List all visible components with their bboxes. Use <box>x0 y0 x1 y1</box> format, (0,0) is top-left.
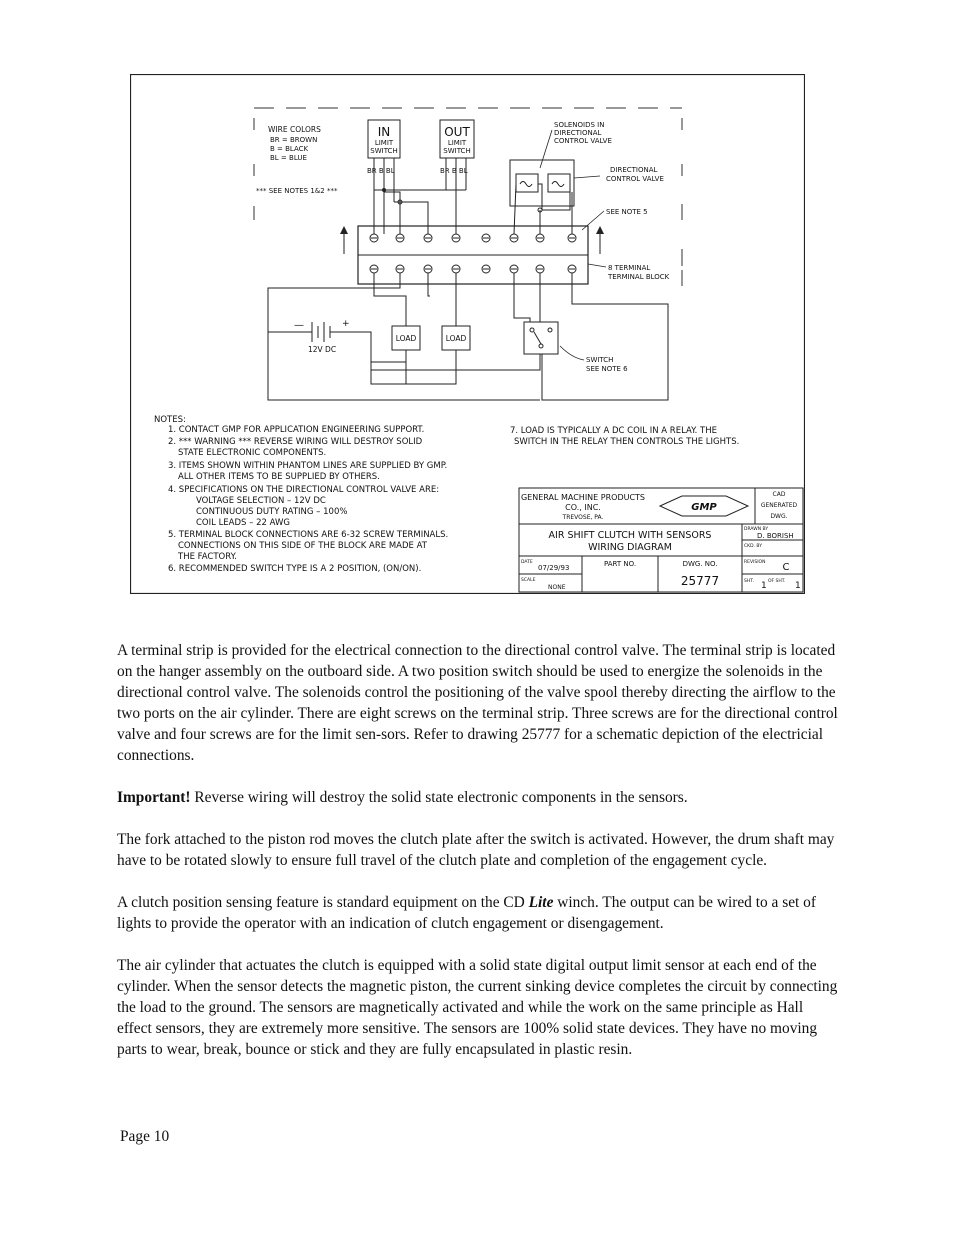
note-line: 2. *** WARNING *** REVERSE WIRING WILL DESTROY SOLID <box>168 437 423 447</box>
notes-heading: NOTES: <box>154 415 186 425</box>
arrow-up-icon <box>340 226 348 234</box>
scale-value: NONE <box>548 584 566 591</box>
sheet-value: 1 <box>761 581 767 591</box>
valve-label-2: CONTROL VALVE <box>606 175 664 183</box>
clutch-sensing-start: A clutch position sensing feature is standard equipment on the CD <box>117 894 529 911</box>
in-switch-switch: SWITCH <box>370 147 398 155</box>
switch-label-2: SEE NOTE 6 <box>586 365 628 373</box>
dwg-no-value: 25777 <box>680 574 720 588</box>
paragraph-important <box>117 787 841 808</box>
out-switch-limit: LIMIT <box>447 139 467 147</box>
note-line: 1. CONTACT GMP FOR APPLICATION ENGINEERING SUPPORT. <box>168 425 425 435</box>
important-label: Important! <box>117 789 191 806</box>
battery-plus: + <box>342 319 350 329</box>
out-switch-switch: SWITCH <box>443 147 471 155</box>
solenoids-label-2: DIRECTIONAL <box>554 129 602 137</box>
solenoid-right <box>548 174 570 192</box>
note-line: CONTINUOUS DUTY RATING – 100% <box>196 507 348 517</box>
solenoid-left <box>516 174 538 192</box>
battery-icon <box>306 322 346 342</box>
note-line: VOLTAGE SELECTION – 12V DC <box>196 496 326 506</box>
note-line: CONNECTIONS ON THIS SIDE OF THE BLOCK ARE MADE AT <box>178 541 427 551</box>
cad-line-3: DWG. <box>770 513 788 520</box>
notes-left <box>154 415 448 574</box>
of-sheet-label: OF SHT. <box>768 579 786 584</box>
company-inc: CO., INC. <box>565 503 601 512</box>
junction-dot <box>382 188 386 192</box>
lite-product-name: Lite <box>528 894 554 911</box>
clutch-sensing-end: winch. The output can be wired to a set of lights to provide the operator with an indication of clutch engagement or disengagement. <box>117 894 816 932</box>
terminal-block-label-1: 8 TERMINAL <box>608 264 651 272</box>
cad-line-2: GENERATED <box>760 502 798 509</box>
part-no-label: PART NO. <box>603 560 637 568</box>
drawn-by: D. BORISH <box>757 532 794 540</box>
sheet-label: SHT. <box>744 579 754 584</box>
leader-line <box>540 130 552 168</box>
page-number: Page 10 <box>120 1128 170 1145</box>
note-line: 5. TERMINAL BLOCK CONNECTIONS ARE 6-32 SCREW TERMINALS. <box>168 530 449 540</box>
date-value: 07/29/93 <box>538 564 570 572</box>
note-line: 4. SPECIFICATIONS ON THE DIRECTIONAL CONTROL VALVE ARE: <box>168 485 440 495</box>
solenoids-label-1: SOLENOIDS IN <box>554 121 605 129</box>
note-line: SWITCH IN THE RELAY THEN CONTROLS THE LIGHTS. <box>514 437 740 447</box>
note-line: THE FACTORY. <box>178 552 237 562</box>
body-text <box>117 640 841 1081</box>
revision-label: REVISION <box>744 560 766 565</box>
company-location: TREVOSE, PA. <box>562 514 604 521</box>
wiring-diagram <box>130 74 805 594</box>
out-switch-label: OUT <box>444 125 470 139</box>
leader-line <box>588 264 606 267</box>
note-line: 6. RECOMMENDED SWITCH TYPE IS A 2 POSITION, (ON/ON). <box>168 564 422 574</box>
paragraph-terminal-strip: A terminal strip is provided for the electrical connection to the directional control valve. The terminal strip is located on the hanger assembly on the outboard side. A two position switch should be used to energize the solenoids in the directional control valve. The solenoids control the positioning of the valve spool thereby directing the airflow to the two ports on the air cylinder. There are eight screws on the terminal strip. Three screws are for the directional control valve and four screws are for the limit sen-sors. Refer to drawing 25777 for a schematic depiction of the electricial connections. <box>117 642 838 764</box>
see-notes-label: *** SEE NOTES 1&2 *** <box>256 187 338 195</box>
gmp-logo-text: GMP <box>691 502 717 513</box>
leader-line <box>582 211 604 230</box>
note-line: COIL LEADS – 22 AWG <box>196 518 290 528</box>
out-switch-wires: BR B BL <box>440 167 468 175</box>
cad-line-1: CAD <box>772 491 786 498</box>
screw-slots <box>371 238 575 269</box>
note-line: 3. ITEMS SHOWN WITHIN PHANTOM LINES ARE SUPPLIED BY GMP. <box>168 461 448 471</box>
checked-by-label: CKD. BY <box>744 544 763 549</box>
wire-color-blue: BL = BLUE <box>270 154 307 162</box>
drawing-title-1: AIR SHIFT CLUTCH WITH SENSORS <box>548 530 712 541</box>
wire-color-brown: BR = BROWN <box>270 136 318 144</box>
paragraph-air-cylinder: The air cylinder that actuates the clutch is equipped with a solid state digital output limit sensor at each end of the cylinder. When the sensor detects the magnetic piston, the current sinking device completes the circuit by connecting the load to the ground. The sensors are magnetically activated and while the work on the same principle as Hall effect sensors, they are extremely more sensitive. The sensors are 100% solid state devices. They have no moving parts to wear, break, bounce or stick and they are fully encapsulated in plastic resin. <box>117 957 838 1058</box>
drawing-title-2: WIRING DIAGRAM <box>588 542 672 553</box>
paragraph-clutch-sensing <box>117 892 841 934</box>
valve-label-1: DIRECTIONAL <box>610 166 658 174</box>
drawn-by-label: DRAWN BY <box>744 527 769 532</box>
coil-icon <box>552 182 564 187</box>
see-note-5-label: SEE NOTE 5 <box>606 208 648 216</box>
switch-label-1: SWITCH <box>586 356 614 364</box>
coil-icon <box>520 182 532 187</box>
load-2-label: LOAD <box>445 334 467 343</box>
dwg-no-label: DWG. NO. <box>682 560 718 568</box>
company-name: GENERAL MACHINE PRODUCTS <box>520 493 646 502</box>
in-switch-label: IN <box>377 125 391 139</box>
terminal-block-label-2: TERMINAL BLOCK <box>608 273 670 281</box>
leader-line <box>574 176 600 178</box>
battery-minus: — <box>294 320 304 331</box>
important-text: Reverse wiring will destroy the solid state electronic components in the sensors. <box>190 789 688 806</box>
in-switch-limit: LIMIT <box>374 139 394 147</box>
two-position-switch <box>524 322 558 354</box>
note-line: STATE ELECTRONIC COMPONENTS. <box>178 448 327 458</box>
revision-value: C <box>782 562 790 573</box>
of-sheet-value: 1 <box>795 581 801 591</box>
wiring-diagram-svg <box>130 74 805 594</box>
paragraph-fork: The fork attached to the piston rod moves the clutch plate after the switch is activated. However, the drum shaft may have to be rotated slowly to ensure full travel of the clutch plate and completion of the engagement cycle. <box>117 831 835 869</box>
date-label: DATE <box>521 560 533 565</box>
wire-colors-title: WIRE COLORS <box>268 125 321 134</box>
leader-line <box>560 346 584 360</box>
battery-label: 12V DC <box>308 345 337 354</box>
wire-color-black: B = BLACK <box>270 145 309 153</box>
load-1-label: LOAD <box>395 334 417 343</box>
note-line: 7. LOAD IS TYPICALLY A DC COIL IN A RELAY. THE <box>510 426 717 436</box>
scale-label: SCALE <box>521 578 536 583</box>
arrow-up-icon <box>596 226 604 234</box>
notes-right <box>510 426 739 447</box>
note-line: ALL OTHER ITEMS TO BE SUPPLIED BY OTHERS. <box>178 472 380 482</box>
solenoids-label-3: CONTROL VALVE <box>554 137 612 145</box>
in-switch-wires: BR B BL <box>367 167 395 175</box>
